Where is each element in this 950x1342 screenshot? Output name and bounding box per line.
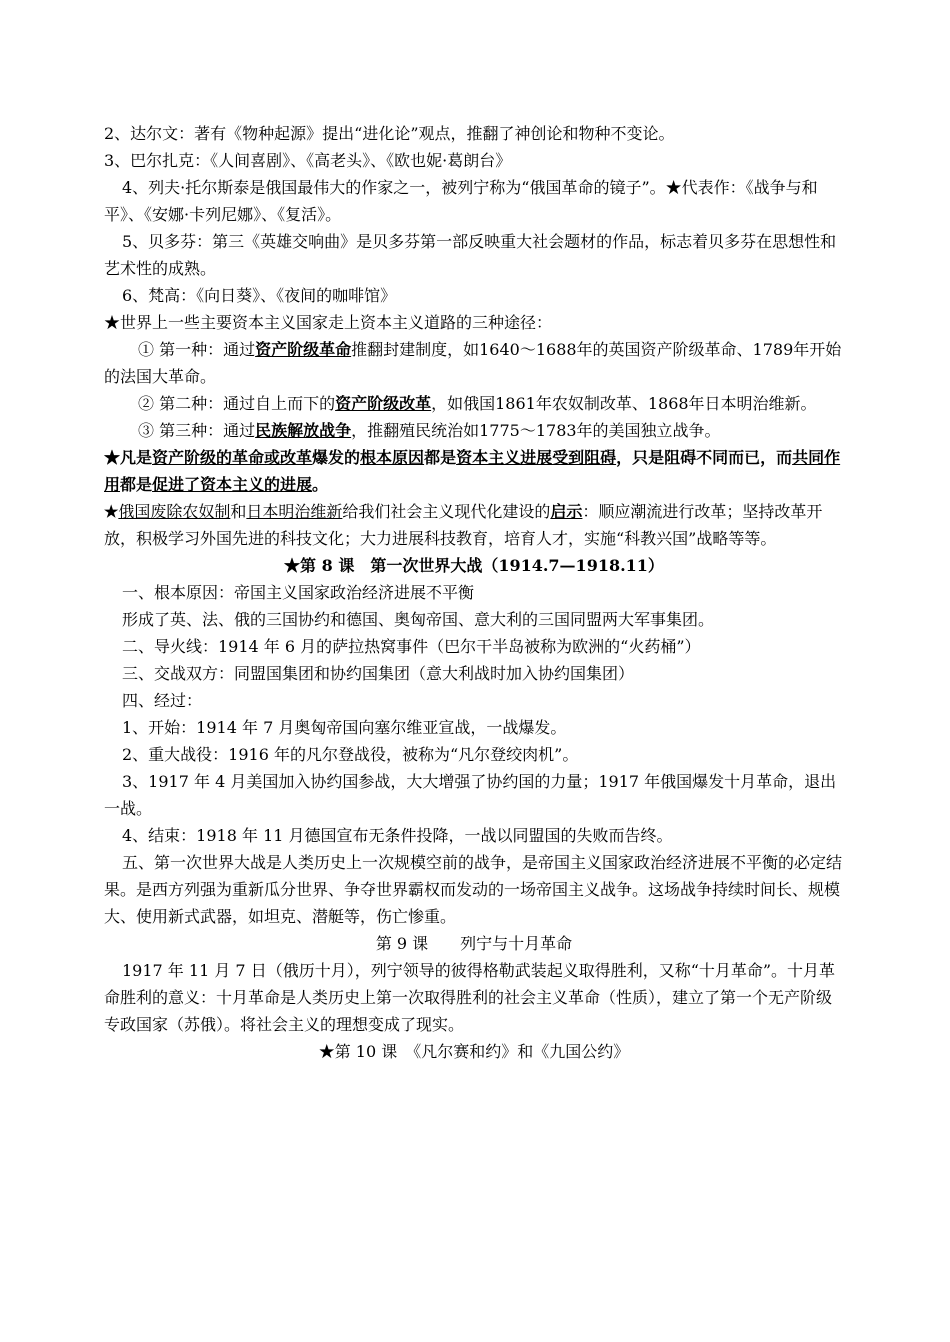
- way-two-post: ，如俄国1861年农奴制改革、1868年日本明治维新。: [431, 394, 817, 413]
- lesson8-item: 3、1917 年 4 月美国加入协约国参战，大大增强了协约国的力量；1917 年俄国爆发十月革命，退出一战。: [104, 772, 837, 818]
- note-inspiration-k1: 俄国废除农奴制: [118, 502, 231, 521]
- lesson8-item: 1、开始：1914 年 7 月奥匈帝国向塞尔维亚宣战，一战爆发。: [122, 718, 567, 737]
- way-one-post: 推翻封建制度，如1640～1688年的英国资产阶级革命、1789年开始的法国大革命。: [104, 340, 842, 386]
- note-inspiration-s2: 和: [230, 502, 247, 521]
- way-one: [104, 336, 844, 390]
- lesson8-item: 二、导火线：1914 年 6 月的萨拉热窝事件（巴尔干半岛被称为欧洲的“火药桶”）: [122, 637, 701, 656]
- note-root-cause-s3: 都是: [424, 448, 457, 467]
- line-darwin: 2、达尔文：著有《物种起源》提出“进化论”观点，推翻了神创论和物种不变论。: [104, 124, 675, 143]
- line-three-ways-heading: ★世界上一些主要资本主义国家走上资本主义道路的三种途径：: [104, 313, 553, 332]
- note-inspiration-s4: ：顺应潮流进行改革；坚持改革开放，积极学习外国先进的科技文化；大力进展科技教育，培育人才，实施“科教兴国”战略等等。: [104, 502, 823, 548]
- note-root-cause-s5: 都是: [120, 475, 153, 494]
- lesson8-item: 一、根本原因：帝国主义国家政治经济进展不平衡: [122, 583, 475, 602]
- note-root-cause-k5: 促进了资本主义的进展: [152, 475, 313, 494]
- lesson8-item: 四、经过：: [122, 691, 203, 710]
- note-inspiration-star: ★: [104, 502, 119, 521]
- note-inspiration-s3: 给我们社会主义现代化建设的: [342, 502, 551, 521]
- way-two-key: 资产阶级改革: [335, 394, 432, 413]
- lesson8-item: 2、重大战役：1916 年的凡尔登战役，被称为“凡尔登绞肉机”。: [122, 745, 579, 764]
- line-van-gogh: 6、梵高：《向日葵》、《夜间的咖啡馆》: [122, 286, 397, 305]
- note-inspiration: [104, 498, 844, 552]
- note-root-cause-s1: ★凡是: [104, 448, 153, 467]
- way-one-pre: ① 第一种：通过: [138, 340, 256, 359]
- note-root-cause-k3: 资本主义进展受到阻碍: [456, 448, 617, 467]
- note-root-cause-s4: ，只是阻碍不同而已，而: [616, 448, 793, 467]
- lesson8-title: ★第 8 课 第一次世界大战（1914.7—1918.11）: [284, 556, 664, 575]
- way-three-key: 民族解放战争: [255, 421, 352, 440]
- way-three-pre: ③ 第三种：通过: [138, 421, 256, 440]
- way-two-pre: ② 第二种：通过自上而下的: [138, 394, 336, 413]
- way-three-post: ，推翻殖民统治如1775～1783年的美国独立战争。: [351, 421, 721, 440]
- lesson8-item: 形成了英、法、俄的三国协约和德国、奥匈帝国、意大利的三国同盟两大军事集团。: [122, 610, 715, 629]
- line-tolstoy: 4、列夫·托尔斯泰是俄国最伟大的作家之一，被列宁称为“俄国革命的镜子”。★代表作：《战争与和平》、《安娜·卡列尼娜》、《复活》。: [104, 178, 818, 224]
- note-root-cause-s2: 爆发的: [312, 448, 361, 467]
- line-balzac: 3、巴尔扎克：《人间喜剧》、《高老头》、《欧也妮·葛朗台》: [104, 151, 512, 170]
- lesson9-title: 第 9 课 列宁与十月革命: [375, 934, 573, 953]
- note-root-cause-k4: 共同作用: [104, 448, 841, 494]
- way-one-key: 资产阶级革命: [255, 340, 352, 359]
- lesson8-item: 4、结束：1918 年 11 月德国宣布无条件投降，一战以同盟国的失败而告终。: [122, 826, 673, 845]
- note-root-cause-s6: 。: [312, 475, 329, 494]
- lesson9-body: 1917 年 11 月 7 日（俄历十月），列宁领导的彼得格勒武装起义取得胜利，又称“十月革命”。十月革命胜利的意义：十月革命是人类历史上第一次取得胜利的社会主义革命（性质），建立了第一个无产阶级专政国家（苏俄）。将社会主义的理想变成了现实。: [104, 961, 836, 1034]
- note-inspiration-k3: 启示: [550, 502, 583, 521]
- note-root-cause-k2: 根本原因: [360, 448, 425, 467]
- lesson8-item: 五、第一次世界大战是人类历史上一次规模空前的战争，是帝国主义国家政治经济进展不平衡的必定结果。是西方列强为重新瓜分世界、争夺世界霸权而发动的一场帝国主义战争。这场战争持续时间长、规模大、使用新式武器，如坦克、潜艇等，伤亡惨重。: [104, 853, 843, 926]
- note-root-cause-k1: 资产阶级的革命或改革: [152, 448, 313, 467]
- way-three: [104, 417, 844, 444]
- lesson8-item: 三、交战双方：同盟国集团和协约国集团（意大利战时加入协约国集团）: [122, 664, 635, 683]
- document-page: [104, 120, 844, 1065]
- line-beethoven: 5、贝多芬：第三《英雄交响曲》是贝多芬第一部反映重大社会题材的作品，标志着贝多芬在思想性和艺术性的成熟。: [104, 232, 837, 278]
- note-root-cause: [104, 444, 844, 498]
- way-two: [104, 390, 844, 417]
- lesson10-title: ★第 10 课 《凡尔赛和约》和《九国公约》: [318, 1042, 630, 1061]
- note-inspiration-k2: 日本明治维新: [246, 502, 343, 521]
